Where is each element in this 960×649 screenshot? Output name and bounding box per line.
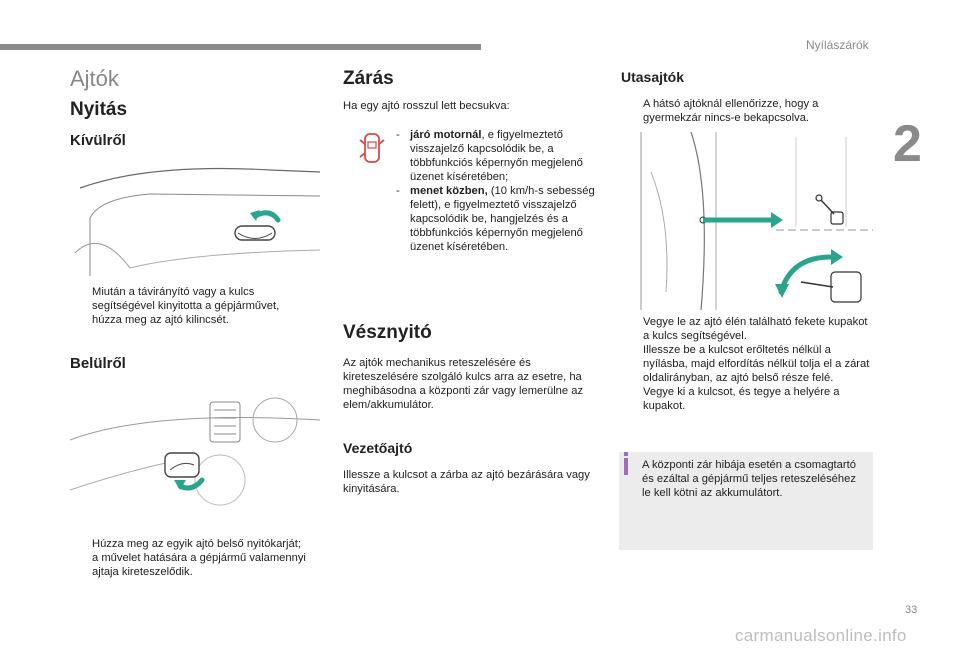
info-note (619, 452, 873, 550)
step-3: Vegye ki a kulcsot, és tegye a helyére a kupakot. (643, 386, 840, 412)
zaras-list (396, 128, 596, 254)
running-header: Nyílászárók (806, 38, 869, 52)
step-1: Vegye le az ajtó élén található fekete kupakot a kulcs segítségével. (643, 316, 868, 342)
watermark: carmanualsonline.info (735, 626, 907, 645)
door-handle-outside-illustration (70, 158, 322, 276)
info-marker-dot (624, 452, 628, 456)
vesznyito-text: Az ajtók mechanikus reteszelésére és kireteszelésére szolgáló kulcs arra az esetre, ha meghibásodna a központi zár vagy lemerülne az elem/akkumulátor. (343, 357, 584, 411)
utasajtok-check: A hátsó ajtóknál ellenőrizze, hogy a gyermekzár nincs-e bekapcsolva. (643, 98, 819, 124)
inside-instruction: Húzza meg az egyik ajtó belső nyitókarját; a művelet hatására a gépjármű valamennyi ajtaja kireteszelődik. (92, 538, 306, 578)
vezetoajto-heading: Vezetőajtó (343, 440, 413, 456)
info-icon (624, 458, 628, 475)
section-title: Ajtók (70, 66, 119, 91)
outside-instruction: Miután a távirányító vagy a kulcs segítségével kinyitotta a gépjárművet, húzza meg az ajtó kilincsét. (92, 286, 280, 326)
zaras-intro: Ha egy ajtó rosszul lett becsukva: (343, 100, 510, 112)
door-open-warning-icon (359, 131, 385, 165)
info-note-text: A központi zár hibája esetén a csomagtartó és ezáltal a gépjármű teljes reteszeléséhez le kell kötni az akkumulátort. (642, 459, 856, 499)
passenger-door-lock-illustration (621, 132, 873, 310)
door-handle-inside-illustration (70, 380, 322, 530)
vezetoajto-text: Illessze a kulcsot a zárba az ajtó bezárására vagy kinyitására. (343, 469, 590, 495)
zaras-item-2: - menet közben, (10 km/h-s sebesség felett), e figyelmeztető visszajelző kapcsolódik be, hangjelzés és a többfunkciós képernyőn megjelenő üzenet kíséretében. (396, 185, 595, 253)
zaras-item-1: - járó motornál, e figyelmeztető visszajelző kapcsolódik be, a többfunkciós képernyőn megjelenő üzenet kíséretében; (396, 129, 583, 183)
passenger-door-steps (621, 315, 873, 413)
header-rule (0, 44, 481, 50)
vesznyito-heading: Vésznyitó (343, 322, 432, 343)
zaras-heading: Zárás (343, 68, 394, 89)
outside-heading: Kívülről (70, 132, 126, 149)
inside-heading: Belülről (70, 355, 126, 372)
utasajtok-heading: Utasajtók (621, 69, 685, 85)
page-number: 33 (905, 604, 918, 616)
chapter-number: 2 (893, 115, 922, 173)
step-2: Illessze be a kulcsot erőltetés nélkül a nyílásba, majd elfordítás nélkül tolja el a zárat oldalirányban, az ajtó belső része felé. (643, 344, 870, 384)
nyitas-heading: Nyitás (70, 99, 128, 120)
